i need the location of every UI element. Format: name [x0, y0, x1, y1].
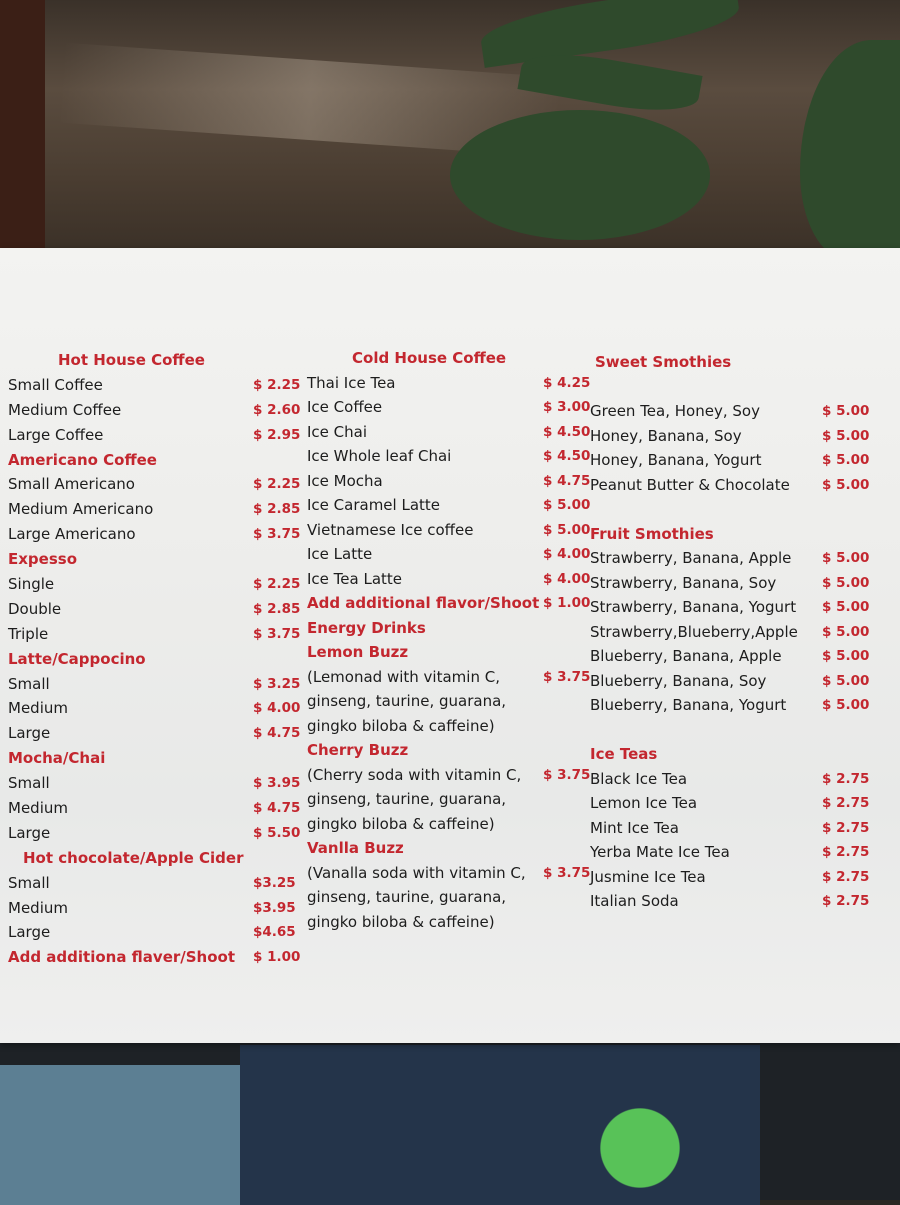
- section-title: Latte/Cappocino: [8, 649, 146, 668]
- menu-item: [8, 920, 308, 945]
- menu-item: [590, 693, 900, 718]
- item-price: $ 2.60: [253, 401, 301, 418]
- menu-item: [307, 763, 597, 788]
- menu-item: [307, 861, 597, 886]
- section-title: Mocha/Chai: [8, 749, 106, 768]
- item-price: $ 4.50: [543, 423, 591, 440]
- menu-item: [8, 373, 308, 398]
- menu-item: [590, 767, 900, 792]
- item-price: $ 4.75: [253, 725, 301, 742]
- item-price: $ 2.75: [822, 819, 870, 836]
- item-name: Ice Whole leaf Chai: [307, 447, 452, 465]
- menu-item: [8, 696, 308, 721]
- item-price: $ 3.25: [253, 675, 301, 692]
- menu-section-header: [8, 746, 308, 771]
- section-title: Add additional flavor/Shoot: [307, 594, 540, 612]
- item-price: $ 2.85: [253, 600, 301, 617]
- menu-item: [307, 444, 597, 469]
- item-price: $ 3.75: [543, 668, 591, 685]
- item-price: $ 2.95: [253, 426, 301, 443]
- item-name: Large: [8, 724, 51, 743]
- menu-item: [590, 889, 900, 914]
- item-price: $ 1.00: [253, 949, 301, 966]
- item-name: Small Americano: [8, 475, 135, 494]
- item-price: $ 1.00: [543, 595, 591, 611]
- item-name: Thai Ice Tea: [307, 373, 396, 392]
- item-price: $ 4.50: [543, 448, 591, 464]
- menu-section-header: [307, 738, 597, 763]
- item-price: $4.65: [253, 924, 296, 941]
- menu-item: [590, 448, 900, 473]
- section-title: Expesso: [8, 550, 77, 569]
- item-price: $ 5.00: [822, 476, 870, 493]
- menu-item: [8, 721, 308, 746]
- item-price: $ 2.25: [253, 476, 301, 493]
- menu-item: [590, 840, 900, 865]
- palm-graphic: [560, 1070, 720, 1200]
- menu-item: [590, 595, 900, 620]
- item-name: Double: [8, 599, 62, 618]
- window-background: [0, 0, 900, 255]
- menu-item: [590, 571, 900, 596]
- menu-item: [590, 620, 900, 645]
- item-price: $ 5.50: [253, 824, 301, 841]
- menu-item: [590, 865, 900, 890]
- menu-section-header: [590, 742, 900, 767]
- item-name: Small: [8, 774, 50, 793]
- menu-item: [307, 787, 597, 812]
- menu-item: [8, 796, 308, 821]
- menu-item: [307, 395, 597, 420]
- item-name: ginseng, taurine, guarana,: [307, 790, 507, 808]
- item-price: $ 5.00: [543, 497, 591, 513]
- item-name: Small Coffee: [8, 375, 103, 394]
- menu-item: [8, 896, 308, 921]
- item-name: gingko biloba & caffeine): [307, 912, 495, 931]
- item-name: Medium: [8, 699, 68, 718]
- section-title: Hot House Coffee: [58, 351, 205, 369]
- item-name: Small: [8, 873, 50, 892]
- item-name: Green Tea, Honey, Soy: [590, 402, 760, 420]
- section-title: Cherry Buzz: [307, 741, 409, 759]
- item-name: Strawberry,Blueberry,Apple: [590, 622, 798, 641]
- item-price: $ 5.00: [822, 403, 870, 419]
- item-name: ginseng, taurine, guarana,: [307, 888, 507, 906]
- item-price: $ 4.00: [253, 700, 301, 717]
- menu-item: [8, 398, 308, 423]
- menu-section-header: [8, 348, 308, 373]
- menu-item: [307, 885, 597, 910]
- plant-leaf: [450, 110, 710, 240]
- item-name: Jusmine Ice Tea: [590, 867, 706, 886]
- item-price: $ 5.00: [822, 599, 870, 615]
- section-title: Ice Teas: [590, 745, 658, 763]
- item-name: ginseng, taurine, guarana,: [307, 692, 507, 710]
- item-price: $ 5.00: [822, 452, 870, 468]
- menu-item: [590, 546, 900, 571]
- menu-item: [8, 771, 308, 796]
- item-price: $3.25: [253, 874, 296, 891]
- item-name: Strawberry, Banana, Yogurt: [590, 598, 797, 616]
- menu-item: [8, 871, 308, 896]
- item-name: gingko biloba & caffeine): [307, 716, 495, 735]
- item-name: Large: [8, 923, 51, 942]
- item-price: $ 3.75: [253, 526, 301, 543]
- item-price: $ 5.00: [822, 672, 870, 689]
- item-name: Blueberry, Banana, Apple: [590, 647, 782, 665]
- menu-item: [307, 469, 597, 494]
- spacer: [590, 718, 900, 743]
- menu-item: [307, 518, 597, 543]
- section-title: Energy Drinks: [307, 618, 426, 637]
- item-price: $ 5.00: [822, 623, 870, 640]
- menu-item: [307, 371, 597, 396]
- menu-column-cold-coffee: [307, 346, 597, 934]
- product-box: [0, 1065, 240, 1205]
- menu-item: [590, 424, 900, 449]
- item-price: $ 2.25: [253, 576, 301, 593]
- section-title: Sweet Smothies: [595, 353, 732, 371]
- item-name: Ice Coffee: [307, 398, 383, 416]
- menu-item: [8, 522, 308, 547]
- item-name: Lemon Ice Tea: [590, 794, 698, 812]
- item-name: Ice Chai: [307, 422, 368, 441]
- menu-item: [8, 497, 308, 522]
- menu-item: [307, 665, 597, 690]
- item-name: Medium: [8, 799, 68, 818]
- item-name: Ice Tea Latte: [307, 569, 403, 588]
- menu-item: [8, 597, 308, 622]
- item-price: $ 5.00: [543, 521, 591, 538]
- item-price: $ 3.75: [543, 864, 591, 881]
- menu-section-header: [307, 616, 597, 641]
- item-price: $ 5.00: [822, 648, 870, 664]
- menu-item: [590, 473, 900, 498]
- item-price: $ 4.75: [253, 800, 301, 817]
- menu-item: [307, 567, 597, 592]
- item-price: $ 5.00: [822, 550, 870, 566]
- item-price: $ 2.75: [822, 795, 870, 811]
- plant-leaf: [478, 0, 742, 68]
- item-name: Ice Latte: [307, 545, 373, 563]
- menu-section-header: [307, 640, 597, 665]
- plant-leaf: [800, 40, 900, 260]
- item-name: Honey, Banana, Soy: [590, 426, 742, 445]
- menu-column-hot-coffee: [8, 348, 308, 970]
- menu-section-header: [8, 945, 308, 970]
- item-name: Italian Soda: [590, 892, 679, 910]
- menu-item: [590, 669, 900, 694]
- menu-section-header: [307, 346, 597, 371]
- menu-item: [8, 472, 308, 497]
- item-price: $ 2.75: [822, 770, 870, 787]
- item-name: (Cherry soda with vitamin C,: [307, 765, 522, 784]
- item-name: Blueberry, Banana, Yogurt: [590, 696, 787, 714]
- menu-item: [307, 420, 597, 445]
- menu-item: [307, 714, 597, 739]
- section-title: Vanlla Buzz: [307, 839, 404, 857]
- menu-item: [8, 572, 308, 597]
- item-name: Ice Mocha: [307, 471, 383, 490]
- section-title: Cold House Coffee: [352, 349, 507, 367]
- item-name: Strawberry, Banana, Apple: [590, 549, 792, 567]
- item-name: Triple: [8, 624, 49, 643]
- menu-item: [307, 812, 597, 837]
- item-price: $ 5.00: [822, 574, 870, 591]
- item-price: $ 3.75: [253, 625, 301, 642]
- item-price: $ 5.00: [822, 697, 870, 713]
- item-price: $ 2.25: [253, 376, 301, 393]
- item-name: Black Ice Tea: [590, 769, 688, 788]
- menu-item: [590, 644, 900, 669]
- menu-item: [307, 689, 597, 714]
- item-name: Peanut Butter & Chocolate: [590, 475, 790, 494]
- menu-section-header: [8, 846, 308, 871]
- item-price: $ 3.75: [543, 766, 591, 783]
- item-name: Large Coffee: [8, 425, 104, 444]
- item-price: $ 2.75: [822, 893, 870, 909]
- menu-section-header: [8, 448, 308, 473]
- menu-item: [590, 791, 900, 816]
- item-name: Mint Ice Tea: [590, 818, 679, 837]
- menu-section-header: [307, 591, 597, 616]
- item-price: $ 4.25: [543, 374, 591, 391]
- item-price: $ 5.00: [822, 427, 870, 444]
- menu-item: [8, 672, 308, 697]
- menu-section-header: [590, 522, 900, 547]
- item-name: Small: [8, 674, 50, 693]
- item-name: Strawberry, Banana, Soy: [590, 573, 777, 592]
- item-name: Yerba Mate Ice Tea: [590, 843, 730, 861]
- item-name: Honey, Banana, Yogurt: [590, 451, 762, 469]
- section-title: Americano Coffee: [8, 450, 157, 469]
- item-price: $ 4.00: [543, 570, 591, 587]
- menu-item: [590, 399, 900, 424]
- section-title: Hot chocolate/Apple Cider: [23, 848, 244, 867]
- menu-item: [590, 816, 900, 841]
- item-price: $ 4.00: [543, 546, 591, 562]
- item-price: $ 2.75: [822, 868, 870, 885]
- item-name: Medium: [8, 898, 68, 917]
- window-frame: [0, 0, 45, 255]
- item-price: $ 4.75: [543, 472, 591, 489]
- item-name: Vietnamese Ice coffee: [307, 520, 474, 539]
- item-name: Ice Caramel Latte: [307, 496, 441, 514]
- menu-item: [8, 622, 308, 647]
- item-name: Single: [8, 575, 55, 594]
- item-price: $ 3.00: [543, 399, 591, 415]
- section-title: Add additiona flaver/Shoot: [8, 948, 236, 967]
- section-title: Fruit Smothies: [590, 524, 714, 543]
- item-name: Large: [8, 823, 51, 842]
- item-name: Blueberry, Banana, Soy: [590, 671, 767, 690]
- item-price: $ 3.95: [253, 775, 301, 792]
- menu-column-smoothies-teas: [590, 350, 900, 914]
- item-name: Medium Americano: [8, 500, 154, 519]
- menu-item: [8, 821, 308, 846]
- menu-item: [307, 910, 597, 935]
- menu-item: [307, 493, 597, 518]
- item-name: Large Americano: [8, 525, 136, 544]
- menu-section-header: [590, 350, 900, 375]
- item-price: $ 2.75: [822, 844, 870, 860]
- menu-section-header: [8, 647, 308, 672]
- spacer: [590, 375, 900, 400]
- menu-section-header: [307, 836, 597, 861]
- menu-item: [8, 423, 308, 448]
- section-title: Lemon Buzz: [307, 643, 409, 661]
- item-name: (Lemonad with vitamin C,: [307, 667, 500, 686]
- item-name: Medium Coffee: [8, 400, 122, 419]
- menu-item: [307, 542, 597, 567]
- item-name: gingko biloba & caffeine): [307, 814, 495, 833]
- item-name: (Vanalla soda with vitamin C,: [307, 863, 526, 882]
- spacer: [590, 497, 900, 522]
- item-price: $ 2.85: [253, 501, 301, 518]
- item-price: $3.95: [253, 899, 296, 916]
- menu-section-header: [8, 547, 308, 572]
